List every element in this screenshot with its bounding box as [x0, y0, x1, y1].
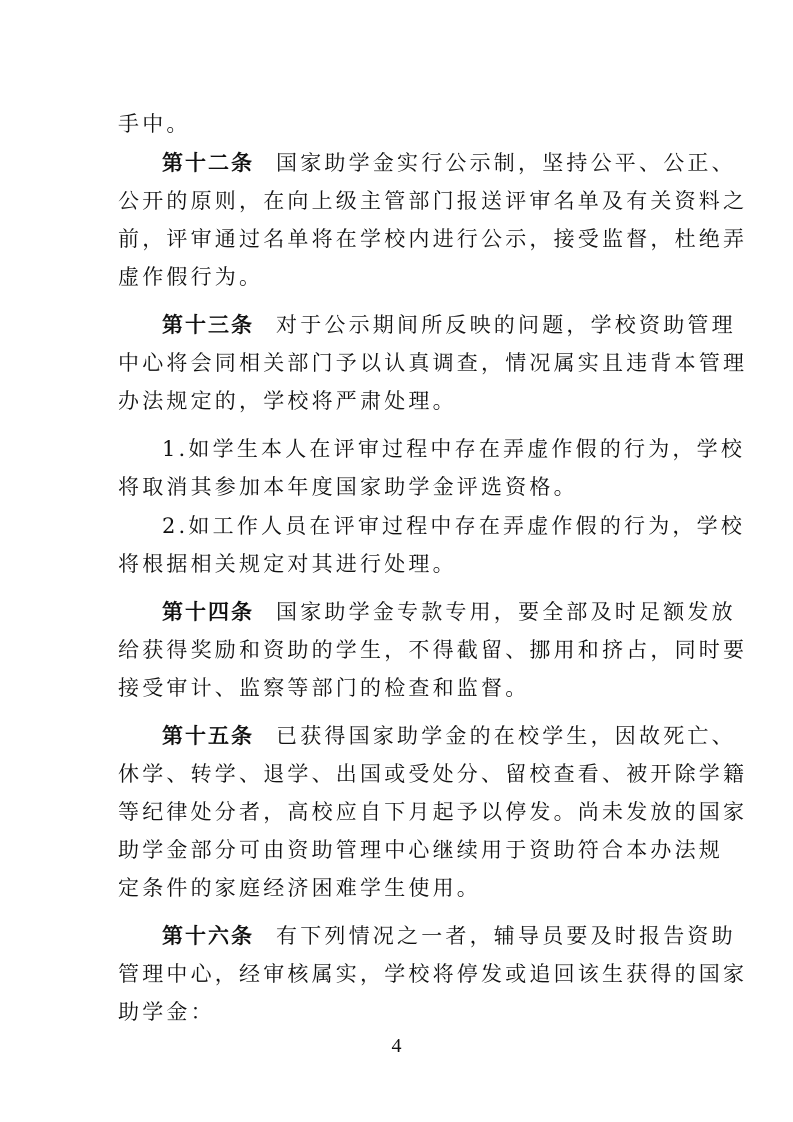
text-line: 已获得国家助学金的在校学生，因故死亡、 — [276, 724, 736, 748]
text-line: 接受审计、监察等部门的检查和监督。 — [118, 676, 530, 700]
article-15-paragraph — [162, 721, 736, 751]
list-item-1: 1.如学生本人在评审过程中存在弄虚作假的行为，学校 — [162, 437, 746, 461]
text-line: 休学、转学、退学、出国或受处分、留校查看、被开除学籍 — [118, 762, 748, 786]
article-15-heading: 第十五条 — [162, 723, 254, 748]
page-number: 4 — [391, 1035, 402, 1057]
article-12-paragraph — [162, 148, 736, 178]
article-13-paragraph — [162, 310, 736, 340]
text-line: 管理中心，经审核属实，学校将停发或追回该生获得的国家 — [118, 962, 748, 986]
text-line: 有下列情况之一者，辅导员要及时报告资助 — [276, 924, 736, 948]
text-line: 将根据相关规定对其进行处理。 — [118, 552, 457, 576]
text-line: 国家助学金实行公示制，坚持公平、公正、 — [276, 151, 736, 175]
article-12-heading: 第十二条 — [162, 150, 254, 175]
text-line: 对于公示期间所反映的问题，学校资助管理 — [276, 313, 736, 337]
text-line: 定条件的家庭经济困难学生使用。 — [118, 876, 481, 900]
article-13-heading: 第十三条 — [162, 312, 254, 337]
text-line: 给获得奖励和资助的学生，不得截留、挪用和挤占，同时要 — [118, 638, 748, 662]
article-16-heading: 第十六条 — [162, 923, 254, 948]
text-line: 前，评审通过名单将在学校内进行公示，接受监督，杜绝弄 — [118, 227, 748, 251]
text-line: 手中。 — [118, 112, 191, 136]
text-line: 助学金： — [118, 1000, 215, 1024]
text-line: 办法规定的，学校将严肃处理。 — [118, 389, 457, 413]
text-line: 等纪律处分者，高校应自下月起予以停发。尚未发放的国家 — [118, 800, 748, 824]
text-line: 国家助学金专款专用，要全部及时足额发放 — [276, 600, 736, 624]
text-line: 虚作假行为。 — [118, 265, 264, 289]
article-16-paragraph — [162, 921, 736, 951]
article-14-paragraph — [162, 597, 736, 627]
list-item-2: 2.如工作人员在评审过程中存在弄虚作假的行为，学校 — [162, 514, 746, 538]
text-line: 助学金部分可由资助管理中心继续用于资助符合本办法规 — [118, 838, 723, 862]
text-line: 中心将会同相关部门予以认真调查，情况属实且违背本管理 — [118, 351, 748, 375]
article-14-heading: 第十四条 — [162, 599, 254, 624]
text-line: 将取消其参加本年度国家助学金评选资格。 — [118, 475, 578, 499]
text-line: 公开的原则，在向上级主管部门报送评审名单及有关资料之 — [118, 189, 748, 213]
